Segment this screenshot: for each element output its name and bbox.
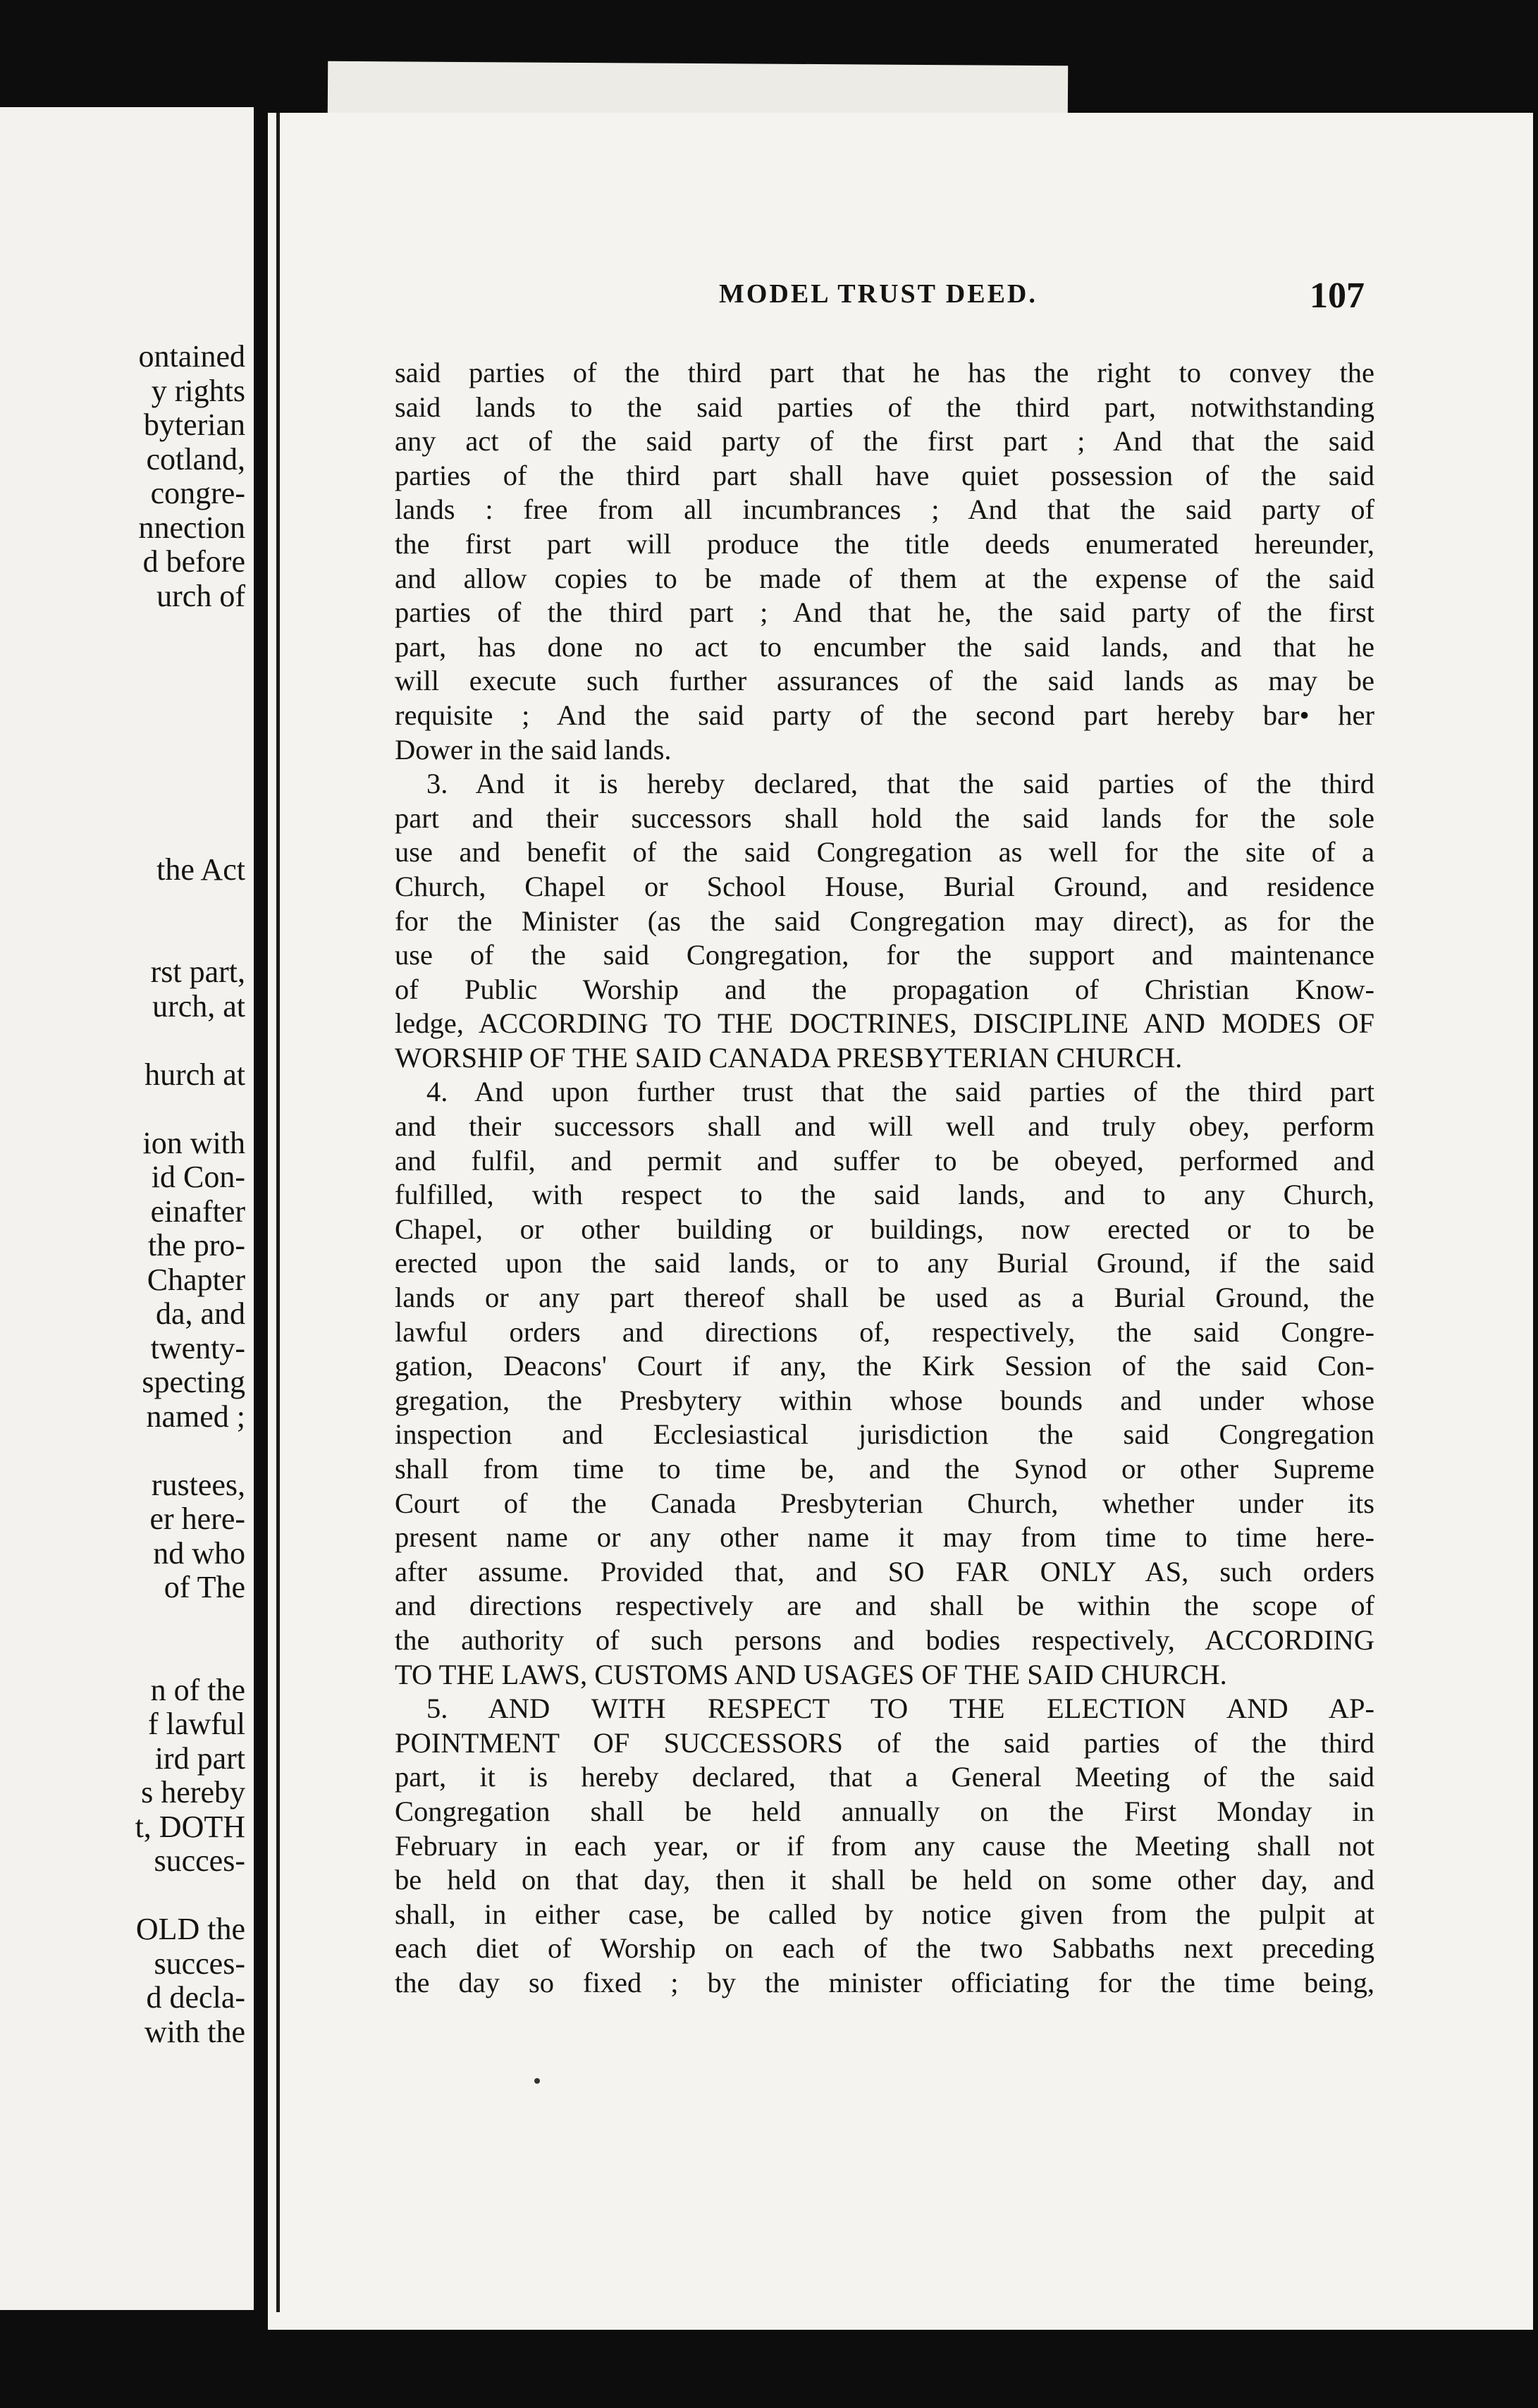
text-line: gregation, the Presbytery within whose bounds and under whose bbox=[395, 1384, 1374, 1416]
text-line: of Public Worship and the propagation of Christian Know- bbox=[395, 973, 1374, 1005]
left-page-fragment: d before bbox=[142, 544, 245, 579]
left-page-fragment: nnection bbox=[138, 510, 245, 545]
left-page-fragment: n of the bbox=[150, 1672, 245, 1707]
left-page-fragment: succes- bbox=[154, 1946, 245, 1981]
text-line: POINTMENT OF SUCCESSORS of the said parties of the third bbox=[395, 1726, 1374, 1759]
left-page-fragment: urch of bbox=[156, 578, 245, 613]
text-line: February in each year, or if from any cause the Meeting shall not bbox=[395, 1829, 1374, 1862]
text-line: each diet of Worship on each of the two Sabbaths next preceding bbox=[395, 1932, 1374, 1965]
text-line: shall, in either case, be called by notice given from the pulpit at bbox=[395, 1898, 1374, 1930]
left-page-fragment: Chapter bbox=[147, 1262, 245, 1297]
left-page-fragment: succes- bbox=[154, 1843, 245, 1878]
text-line: requisite ; And the said party of the second part hereby bar• her bbox=[395, 699, 1374, 731]
left-page-fragment: einafter bbox=[150, 1193, 245, 1229]
text-line: parties of the third part ; And that he, the said party of the first bbox=[395, 596, 1374, 629]
text-line: will execute such further assurances of the said lands as may be bbox=[395, 665, 1374, 697]
left-page-fragment: congre- bbox=[150, 476, 245, 510]
text-line: use and benefit of the said Congregation as well for the site of a bbox=[395, 836, 1374, 868]
running-head: MODEL TRUST DEED. bbox=[719, 279, 1038, 309]
text-line: ledge, ACCORDING TO THE DOCTRINES, DISCIPLINE AND MODES OF bbox=[395, 1007, 1374, 1040]
text-line: fulfilled, with respect to the said lands, and to any Church, bbox=[395, 1179, 1374, 1211]
text-line: said lands to the said parties of the third part, notwithstanding bbox=[395, 391, 1374, 423]
text-line: lands : free from all incumbrances ; And that the said party of bbox=[395, 493, 1374, 526]
text-line: Church, Chapel or School House, Burial Ground, and residence bbox=[395, 870, 1374, 902]
text-line: TO THE LAWS, CUSTOMS AND USAGES OF THE SAID CHURCH. bbox=[395, 1658, 1227, 1690]
left-page-fragment: twenty- bbox=[150, 1330, 245, 1365]
page-number: 107 bbox=[1310, 276, 1365, 316]
text-line: use of the said Congregation, for the support and maintenance bbox=[395, 939, 1374, 971]
body-text bbox=[395, 356, 1374, 2001]
ink-speck bbox=[534, 2078, 540, 2084]
left-page-fragment: cotland, bbox=[146, 441, 245, 477]
text-line: and their successors shall and will well and truly obey, perform bbox=[395, 1110, 1374, 1143]
left-page-fragment: nd who bbox=[153, 1535, 245, 1571]
left-page-fragment: id Con- bbox=[151, 1160, 245, 1194]
left-page-fragment: named ; bbox=[146, 1399, 245, 1434]
text-line: Court of the Canada Presbyterian Church, whether under its bbox=[395, 1487, 1374, 1519]
left-page-fragment: ion with bbox=[142, 1125, 245, 1160]
left-page-fragment: t, DOTH bbox=[135, 1809, 245, 1844]
text-line: part, has done no act to encumber the said lands, and that he bbox=[395, 630, 1374, 663]
text-line: for the Minister (as the said Congregation may direct), as for the bbox=[395, 904, 1374, 937]
left-page-fragment: specting bbox=[142, 1365, 245, 1399]
left-page-fragment: d decla- bbox=[146, 1980, 245, 2015]
left-page-fragment: the pro- bbox=[147, 1228, 245, 1263]
left-page-fragment: with the bbox=[144, 2014, 245, 2049]
text-line: the authority of such persons and bodies respectively, ACCORDING bbox=[395, 1623, 1374, 1656]
text-line: erected upon the said lands, or to any Burial Ground, if the said bbox=[395, 1247, 1374, 1279]
text-line: present name or any other name it may from time to time here- bbox=[395, 1521, 1374, 1554]
left-page-fragment: hurch at bbox=[144, 1057, 245, 1092]
text-line: shall from time to time be, and the Synod or other Supreme bbox=[395, 1453, 1374, 1485]
text-line: be held on that day, then it shall be held on some other day, and bbox=[395, 1864, 1374, 1896]
text-line: parties of the third part shall have quiet possession of the said bbox=[395, 459, 1374, 491]
text-line: the day so fixed ; by the minister officiating for the time being, bbox=[395, 1966, 1374, 1998]
left-page-fragment: ontained bbox=[138, 339, 245, 374]
text-line: after assume. Provided that, and SO FAR ONLY AS, such orders bbox=[395, 1555, 1374, 1587]
left-page-fragment: ird part bbox=[154, 1740, 245, 1776]
text-line: lands or any part thereof shall be used as a Burial Ground, the bbox=[395, 1282, 1374, 1314]
text-line: inspection and Ecclesiastical jurisdiction the said Congregation bbox=[395, 1418, 1374, 1451]
text-line: Chapel, or other building or buildings, now erected or to be bbox=[395, 1212, 1374, 1245]
text-line: Dower in the said lands. bbox=[395, 733, 672, 766]
text-line: Congregation shall be held annually on the First Monday in bbox=[395, 1795, 1374, 1827]
left-page-fragment: urch, at bbox=[152, 988, 245, 1024]
left-page-fragment: of The bbox=[164, 1570, 245, 1604]
text-line: WORSHIP OF THE SAID CANADA PRESBYTERIAN CHURCH. bbox=[395, 1041, 1183, 1074]
text-line: part, it is hereby declared, that a General Meeting of the said bbox=[395, 1761, 1374, 1793]
paragraph-3-start: 3. And it is hereby declared, that the said parties of the third bbox=[426, 768, 1374, 800]
left-page-fragment: er here- bbox=[149, 1501, 245, 1536]
text-line: said parties of the third part that he has the right to convey the bbox=[395, 357, 1374, 388]
binding-gutter bbox=[276, 113, 280, 2312]
left-page bbox=[0, 107, 254, 2310]
text-line: and fulfil, and permit and suffer to be obeyed, performed and bbox=[395, 1144, 1374, 1177]
text-line: lawful orders and directions of, respectively, the said Congre- bbox=[395, 1315, 1374, 1348]
text-line: gation, Deacons' Court if any, the Kirk Session of the said Con- bbox=[395, 1350, 1374, 1382]
left-page-fragment: y rights bbox=[151, 373, 245, 408]
paragraph-5-start: 5. AND WITH RESPECT TO THE ELECTION AND AP- bbox=[426, 1693, 1374, 1725]
left-page-fragment: rst part, bbox=[150, 954, 245, 989]
left-page-fragment: rustees, bbox=[151, 1467, 245, 1502]
left-page-fragment: s hereby bbox=[141, 1775, 245, 1810]
left-page-fragment: byterian bbox=[143, 407, 245, 442]
left-page-fragment: OLD the bbox=[135, 1912, 245, 1946]
left-page-fragment: f lawful bbox=[147, 1707, 245, 1741]
text-line: any act of the said party of the first part ; And that the said bbox=[395, 425, 1374, 457]
text-line: the first part will produce the title deeds enumerated hereunder, bbox=[395, 527, 1374, 560]
text-line: part and their successors shall hold the said lands for the sole bbox=[395, 801, 1374, 834]
text-line: and allow copies to be made of them at the expense of the said bbox=[395, 562, 1374, 594]
text-line: and directions respectively are and shall be within the scope of bbox=[395, 1590, 1374, 1622]
paragraph-4-start: 4. And upon further trust that the said parties of the third part bbox=[426, 1076, 1374, 1108]
left-page-fragment: the Act bbox=[156, 852, 245, 887]
left-page-fragment: da, and bbox=[155, 1296, 245, 1331]
